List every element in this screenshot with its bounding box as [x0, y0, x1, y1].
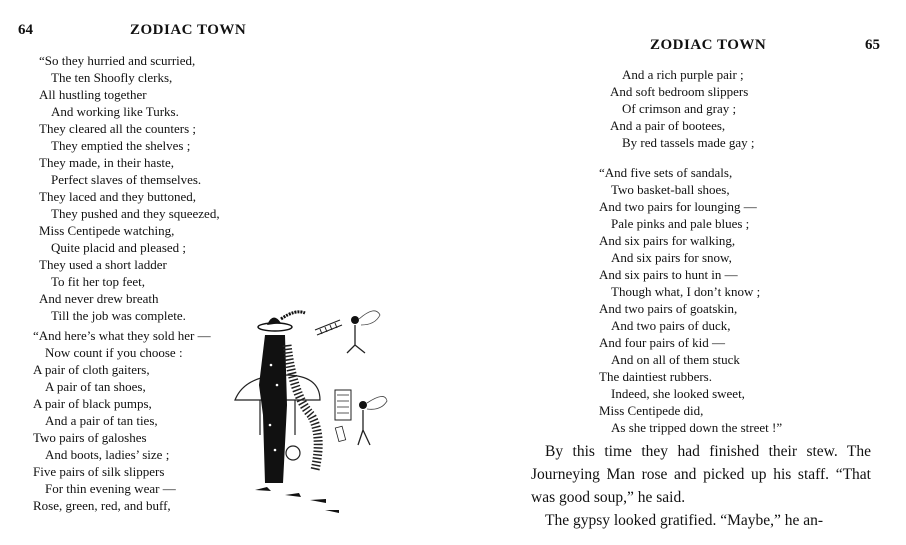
- verse-line: And six pairs for walking,: [599, 233, 736, 248]
- verse-line: Two basket-ball shoes,: [611, 182, 730, 197]
- verse-line: To fit her top feet,: [51, 274, 146, 289]
- running-head: ZODIAC TOWN: [650, 37, 767, 53]
- verse-line: And a pair of bootees,: [610, 118, 726, 133]
- verse-line: All hustling together: [39, 87, 147, 102]
- verse-line: Now count if you choose :: [45, 345, 183, 360]
- verse-line: Pale pinks and pale blues ;: [611, 216, 750, 231]
- verse-line: And boots, ladies’ size ;: [45, 447, 170, 462]
- verse-line: And working like Turks.: [51, 104, 179, 119]
- verse-stanza: [599, 164, 782, 436]
- verse-line: By red tassels made gay ;: [622, 135, 755, 150]
- verse-line: “And here’s what they sold her —: [33, 328, 211, 343]
- prose-paragraph: By this time they had finished their stew. The Journeying Man rose and picked up his staff. “That was good soup,” he said.: [531, 443, 871, 506]
- verse-stanza: [33, 327, 211, 514]
- verse-line: Miss Centipede watching,: [39, 223, 175, 238]
- verse-line: They emptied the shelves ;: [51, 138, 191, 153]
- verse-line: The daintiest rubbers.: [599, 369, 712, 384]
- verse-line: They made, in their haste,: [39, 155, 175, 170]
- verse-line: For thin evening wear —: [45, 481, 176, 496]
- verse-line: “So they hurried and scurried,: [39, 53, 196, 68]
- verse-line: They cleared all the counters ;: [39, 121, 197, 136]
- verse-line: And soft bedroom slippers: [610, 84, 749, 99]
- verse-line: And never drew breath: [39, 291, 159, 306]
- verse-line: Miss Centipede did,: [599, 403, 704, 418]
- verse-line: Till the job was complete.: [51, 308, 186, 323]
- verse-line: And two pairs of duck,: [611, 318, 731, 333]
- verse-line: “And five sets of sandals,: [599, 165, 733, 180]
- verse-line: Of crimson and gray ;: [622, 101, 737, 116]
- prose-passage: [531, 440, 871, 532]
- page-number: 65: [865, 37, 880, 53]
- right-page: [453, 0, 906, 545]
- verse-line: And two pairs for lounging —: [599, 199, 757, 214]
- centipede-illustration: [215, 305, 395, 520]
- verse-line: The ten Shoofly clerks,: [51, 70, 173, 85]
- verse-line: Five pairs of silk slippers: [33, 464, 165, 479]
- verse-line: A pair of cloth gaiters,: [33, 362, 150, 377]
- verse-line: And six pairs for snow,: [611, 250, 732, 265]
- verse-line: And a pair of tan ties,: [45, 413, 158, 428]
- verse-line: And two pairs of goatskin,: [599, 301, 738, 316]
- verse-line: And a rich purple pair ;: [622, 67, 744, 82]
- verse-line: Quite placid and pleased ;: [51, 240, 187, 255]
- verse-line: A pair of tan shoes,: [45, 379, 146, 394]
- verse-line: They pushed and they squeezed,: [51, 206, 220, 221]
- verse-line: And six pairs to hunt in —: [599, 267, 738, 282]
- page-number: 64: [18, 22, 33, 38]
- verse-line: Indeed, she looked sweet,: [611, 386, 745, 401]
- verse-line: They laced and they buttoned,: [39, 189, 197, 204]
- verse-line: Rose, green, red, and buff,: [33, 498, 171, 513]
- verse-line: Perfect slaves of themselves.: [51, 172, 202, 187]
- verse-line: As she tripped down the street !”: [611, 420, 783, 435]
- verse-line: Two pairs of galoshes: [33, 430, 147, 445]
- verse-line: And four pairs of kid —: [599, 335, 726, 350]
- running-head: ZODIAC TOWN: [130, 22, 247, 38]
- verse-stanza: [610, 66, 755, 151]
- prose-paragraph: The gypsy looked gratified. “Maybe,” he an-: [545, 512, 824, 529]
- verse-line: A pair of black pumps,: [33, 396, 152, 411]
- verse-line: And on all of them stuck: [611, 352, 740, 367]
- verse-line: They used a short ladder: [39, 257, 167, 272]
- verse-stanza: [39, 52, 220, 324]
- verse-line: Though what, I don’t know ;: [611, 284, 761, 299]
